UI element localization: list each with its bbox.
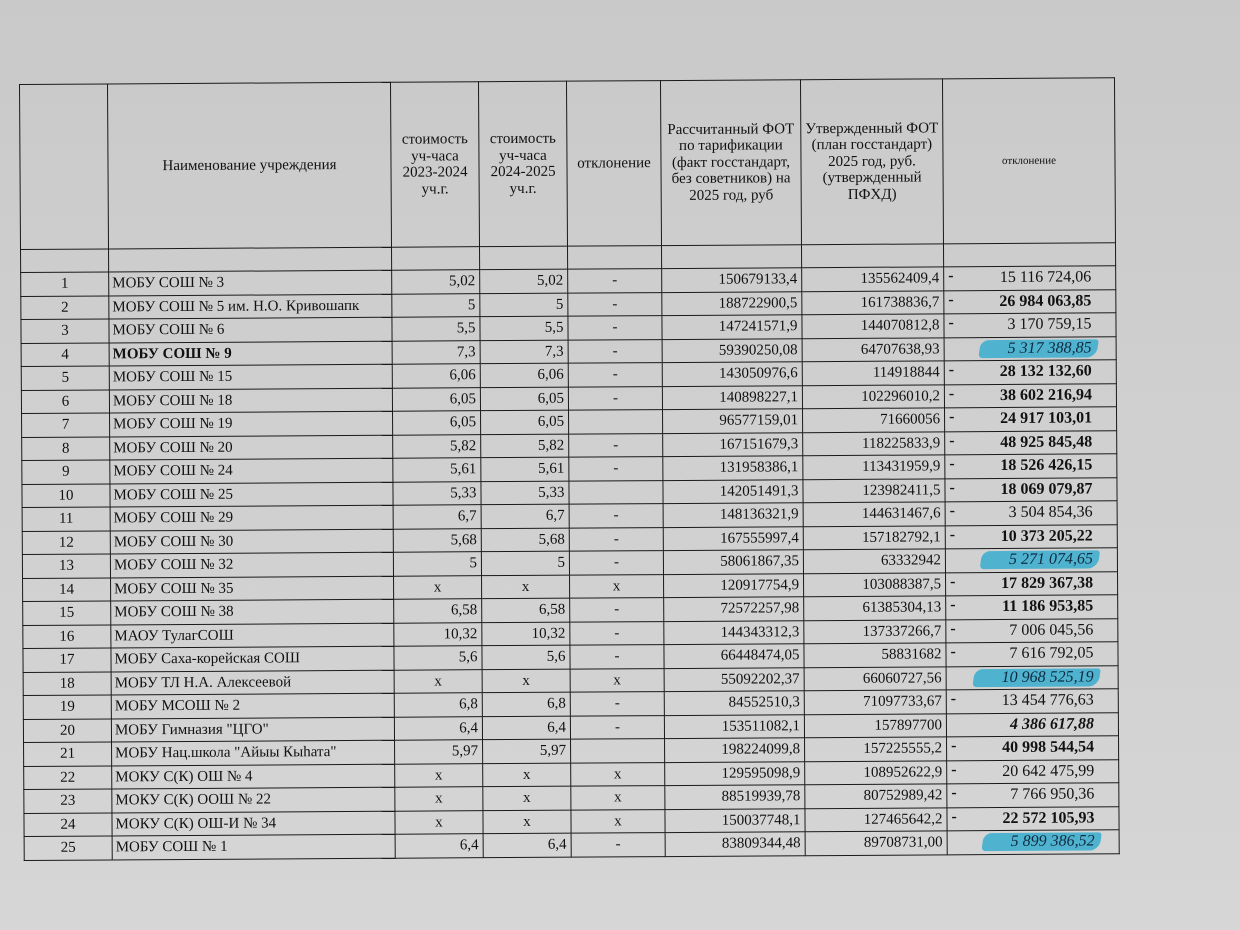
row-number: 14 [23, 577, 111, 601]
institution-name: МОКУ С(К) ОШ № 4 [112, 764, 395, 789]
cost-deviation: x [571, 786, 665, 810]
approved-fot: 144631467,6 [803, 502, 945, 526]
cost-2023-2024: 6,05 [392, 387, 480, 411]
cost-deviation: - [570, 715, 664, 739]
row-number: 5 [21, 366, 109, 390]
institution-name: МОБУ СОШ № 35 [111, 576, 394, 601]
minus-sign: - [949, 525, 956, 543]
highlighter-mark [978, 339, 1098, 357]
fot-deviation-value: 10 373 205,22 [1000, 527, 1093, 545]
approved-fot: 58831682 [804, 643, 946, 667]
fot-deviation-cell [946, 665, 1118, 690]
approved-fot: 66060727,56 [804, 666, 946, 690]
highlighter-mark [981, 833, 1101, 851]
cost-2024-2025: 5,5 [480, 316, 568, 340]
fot-deviation-value: 24 917 103,01 [1000, 409, 1093, 428]
cost-deviation: x [570, 574, 664, 598]
row-number: 2 [21, 295, 109, 319]
cost-deviation: - [569, 527, 663, 551]
row-number: 9 [22, 460, 110, 484]
cost-deviation: x [571, 809, 665, 833]
calculated-fot: 143050976,6 [662, 362, 802, 386]
institution-name: МОБУ СОШ № 3 [109, 270, 392, 295]
row-number: 22 [24, 765, 112, 789]
fot-deviation-cell [946, 571, 1118, 596]
cost-2024-2025: 6,06 [480, 363, 568, 387]
cost-2023-2024: 6,06 [392, 364, 480, 388]
cost-2023-2024: x [395, 763, 483, 787]
minus-sign: - [948, 267, 954, 285]
approved-fot: 118225833,9 [803, 431, 945, 455]
minus-sign: - [948, 361, 955, 379]
cost-2024-2025: x [483, 786, 571, 810]
row-number: 18 [23, 671, 111, 695]
institution-name: МОКУ С(К) ООШ № 22 [112, 787, 395, 812]
fot-deviation-cell [944, 383, 1116, 408]
calculated-fot: 88519939,78 [665, 785, 805, 809]
institution-name: МАОУ ТулагСОШ [111, 623, 394, 648]
fot-deviation-cell [945, 548, 1117, 573]
calculated-fot: 96577159,01 [663, 409, 803, 433]
highlighter-mark [980, 551, 1100, 569]
cost-deviation [571, 739, 665, 763]
institution-name: МОБУ Нац.школа "Айыы Кыhата" [112, 740, 395, 765]
fot-deviation-value: 3 504 854,36 [1008, 503, 1093, 522]
cost-2024-2025: 6,8 [482, 692, 570, 716]
approved-fot: 71097733,67 [804, 690, 946, 714]
header-cost-2024: стоимость уч-часа 2024-2025 уч.г. [478, 81, 567, 247]
approved-fot: 137337266,7 [804, 619, 946, 643]
cost-2024-2025: 5,02 [480, 269, 568, 293]
approved-fot: 63332942 [803, 549, 945, 573]
fot-deviation-value: 13 454 776,63 [1001, 691, 1094, 710]
cost-2023-2024: 5,61 [393, 458, 481, 482]
cost-2023-2024: 6,58 [394, 599, 482, 623]
fot-deviation-cell [947, 783, 1119, 808]
cost-deviation: - [569, 551, 663, 575]
minus-sign: - [951, 737, 957, 755]
row-number: 23 [24, 789, 112, 813]
cost-2023-2024: 5,97 [395, 740, 483, 764]
fot-deviation-cell [946, 689, 1118, 714]
calculated-fot: 198224099,8 [665, 738, 805, 762]
cost-deviation [569, 480, 663, 504]
approved-fot: 157182792,1 [803, 525, 945, 549]
row-number: 10 [22, 483, 110, 507]
institution-name: МОБУ СОШ № 32 [110, 552, 393, 577]
fot-deviation-cell [944, 336, 1116, 361]
calculated-fot: 148136321,9 [663, 503, 803, 527]
fot-deviation-cell [945, 430, 1117, 455]
fot-deviation-value: 48 925 845,48 [1000, 433, 1093, 451]
cost-2023-2024: 5 [393, 552, 481, 576]
cost-2023-2024: x [395, 810, 483, 834]
minus-sign: - [950, 619, 956, 637]
calculated-fot: 147241571,9 [662, 315, 802, 339]
cost-deviation: - [570, 598, 664, 622]
cost-2023-2024: 5,82 [393, 434, 481, 458]
approved-fot: 161738836,7 [802, 290, 944, 314]
row-number: 13 [22, 554, 110, 578]
institution-name: МОБУ Саха-корейская СОШ [111, 646, 394, 671]
fot-deviation-value: 7 006 045,56 [1009, 621, 1094, 639]
cost-2024-2025: 5,61 [481, 457, 569, 481]
institution-name: МОБУ СОШ № 30 [110, 529, 393, 554]
cost-deviation: - [568, 363, 662, 387]
fot-deviation-cell [945, 454, 1117, 479]
cost-2024-2025: 5,82 [481, 434, 569, 458]
calculated-fot: 144343312,3 [664, 620, 804, 644]
fot-deviation-value: 11 186 953,85 [1002, 597, 1094, 616]
cost-2023-2024: 6,8 [394, 693, 482, 717]
cost-deviation: - [570, 692, 664, 716]
institution-name: МОБУ СОШ № 5 им. Н.О. Кривошапк [109, 294, 392, 319]
cost-deviation: - [568, 269, 662, 293]
cost-2024-2025: 10,32 [482, 622, 570, 646]
empty-cell [392, 247, 480, 271]
cost-deviation: - [568, 339, 662, 363]
empty-cell [801, 244, 943, 268]
minus-sign: - [951, 760, 957, 778]
cost-deviation: - [570, 621, 664, 645]
cost-deviation: - [568, 316, 662, 340]
cost-2023-2024: 5,68 [393, 528, 481, 552]
cost-2023-2024: x [394, 669, 482, 693]
calculated-fot: 131958386,1 [663, 456, 803, 480]
institution-name: МОБУ СОШ № 38 [111, 599, 394, 624]
row-number: 15 [23, 601, 111, 625]
institution-name: МОБУ МСОШ № 2 [111, 693, 394, 718]
calculated-fot: 72572257,98 [664, 597, 804, 621]
institution-name: МОКУ С(К) ОШ-И № 34 [112, 811, 395, 836]
institution-name: МОБУ Гимназия "ЦГО" [111, 717, 394, 742]
fot-deviation-value: 22 572 105,93 [1002, 809, 1095, 827]
header-row [20, 78, 1116, 250]
cost-2023-2024: 5,33 [393, 481, 481, 505]
fot-deviation-value: 28 132 132,60 [999, 362, 1092, 381]
row-number: 19 [23, 695, 111, 719]
fot-deviation-value: 5 271 074,65 [1008, 550, 1093, 569]
cost-2024-2025: x [482, 669, 570, 693]
fot-deviation-value: 18 069 079,87 [1000, 480, 1093, 498]
fot-deviation-value: 20 642 475,99 [1002, 762, 1095, 780]
highlighter-mark [972, 668, 1100, 686]
approved-fot: 108952622,9 [805, 760, 947, 784]
header-deviation: отклонение [566, 81, 661, 247]
cost-2024-2025: 5,6 [482, 645, 570, 669]
minus-sign: - [950, 572, 956, 590]
approved-fot: 80752989,42 [805, 784, 947, 808]
cost-2023-2024: 6,4 [394, 716, 482, 740]
header-deviation-rub: отклонение [942, 78, 1115, 244]
fot-deviation-value: 5 899 386,52 [1010, 832, 1095, 851]
empty-cell [21, 249, 109, 273]
fot-deviation-value: 4 386 617,88 [1009, 715, 1094, 733]
calculated-fot: 120917754,9 [664, 573, 804, 597]
minus-sign: - [951, 784, 957, 802]
cost-2023-2024: 7,3 [392, 340, 480, 364]
fot-deviation-cell [944, 313, 1116, 338]
cost-2023-2024: 5,02 [392, 270, 480, 294]
cost-2024-2025: 5,68 [481, 528, 569, 552]
minus-sign: - [948, 408, 955, 426]
institution-name: МОБУ СОШ № 24 [110, 458, 393, 483]
approved-fot: 123982411,5 [803, 478, 945, 502]
cost-2023-2024: 5,6 [394, 646, 482, 670]
cost-deviation: - [568, 386, 662, 410]
approved-fot: 89708731,00 [805, 831, 947, 855]
empty-cell [943, 243, 1115, 267]
minus-sign: - [950, 643, 956, 661]
cost-deviation: - [571, 833, 665, 857]
approved-fot: 157225555,2 [805, 737, 947, 761]
minus-sign: - [948, 384, 955, 402]
fot-deviation-cell [945, 524, 1117, 549]
calculated-fot: 58061867,35 [663, 550, 803, 574]
cost-2024-2025: 6,4 [483, 833, 571, 857]
row-number: 20 [23, 718, 111, 742]
approved-fot: 113431959,9 [803, 455, 945, 479]
cost-deviation [569, 410, 663, 434]
fot-deviation-cell [946, 618, 1118, 643]
fot-deviation-value: 26 984 063,85 [999, 292, 1092, 310]
fot-deviation-value: 38 602 216,94 [999, 386, 1092, 404]
minus-sign: - [950, 690, 957, 708]
empty-cell [109, 247, 392, 272]
calculated-fot: 150037748,1 [665, 808, 805, 832]
fot-deviation-cell [947, 736, 1119, 761]
institution-name: МОБУ СОШ № 18 [109, 388, 392, 413]
cost-2024-2025: 6,4 [482, 716, 570, 740]
calculated-fot: 142051491,3 [663, 479, 803, 503]
fot-deviation-cell [944, 407, 1116, 432]
cost-2023-2024: 6,7 [393, 505, 481, 529]
minus-sign: - [948, 290, 954, 308]
fot-deviation-cell [945, 477, 1117, 502]
institution-name: МОБУ СОШ № 9 [109, 341, 392, 366]
institution-name: МОБУ СОШ № 25 [110, 482, 393, 507]
fot-deviation-cell [944, 266, 1116, 291]
calculated-fot: 150679133,4 [662, 268, 802, 292]
institution-name: МОБУ СОШ № 1 [112, 834, 395, 859]
row-number: 12 [22, 530, 110, 554]
row-number: 25 [24, 836, 112, 860]
row-number: 4 [21, 342, 109, 366]
minus-sign: - [950, 596, 956, 614]
cost-2024-2025: x [483, 810, 571, 834]
cost-2024-2025: 7,3 [480, 340, 568, 364]
cost-2024-2025: 6,7 [481, 504, 569, 528]
institution-name: МОБУ СОШ № 20 [110, 435, 393, 460]
row-number: 1 [21, 272, 109, 296]
approved-fot: 61385304,13 [804, 596, 946, 620]
cost-deviation: - [569, 457, 663, 481]
cost-2023-2024: 10,32 [394, 622, 482, 646]
row-number: 21 [24, 742, 112, 766]
fot-deviation-value: 18 526 426,15 [1000, 456, 1093, 475]
cost-deviation: - [569, 433, 663, 457]
cost-deviation: x [570, 668, 664, 692]
fot-deviation-cell [946, 595, 1118, 620]
payroll-table [19, 77, 1120, 860]
row-number: 6 [21, 389, 109, 413]
fot-deviation-cell [947, 759, 1119, 784]
minus-sign: - [949, 431, 955, 449]
fot-deviation-value: 17 829 367,38 [1001, 574, 1094, 592]
cost-2024-2025: x [483, 763, 571, 787]
cost-2024-2025: x [482, 575, 570, 599]
cost-2024-2025: 5 [480, 293, 568, 317]
approved-fot: 135562409,4 [802, 267, 944, 291]
cost-2024-2025: 5 [481, 551, 569, 575]
fot-deviation-cell [945, 501, 1117, 526]
approved-fot: 114918844 [802, 361, 944, 385]
fot-deviation-value: 40 998 544,54 [1002, 738, 1095, 757]
fot-deviation-value: 7 616 792,05 [1009, 644, 1094, 663]
row-number: 16 [23, 624, 111, 648]
row-number: 8 [22, 436, 110, 460]
institution-name: МОБУ СОШ № 19 [110, 411, 393, 436]
calculated-fot: 153511082,1 [664, 714, 804, 738]
cost-2024-2025: 6,58 [482, 598, 570, 622]
calculated-fot: 188722900,5 [662, 291, 802, 315]
cost-2023-2024: x [395, 787, 483, 811]
minus-sign: - [949, 478, 955, 496]
fot-deviation-cell [944, 289, 1116, 314]
calculated-fot: 167555997,4 [663, 526, 803, 550]
row-number: 24 [24, 812, 112, 836]
fot-deviation-cell [946, 712, 1118, 737]
cost-2024-2025: 5,97 [483, 739, 571, 763]
fot-deviation-value: 5 317 388,85 [1007, 339, 1092, 357]
cost-deviation: - [569, 504, 663, 528]
fot-deviation-cell [947, 830, 1119, 855]
calculated-fot: 59390250,08 [662, 338, 802, 362]
approved-fot: 71660056 [802, 408, 944, 432]
cost-2023-2024: 5 [392, 293, 480, 317]
row-number: 17 [23, 648, 111, 672]
empty-cell [480, 246, 568, 270]
row-number: 7 [22, 413, 110, 437]
fot-deviation-value: 15 116 724,06 [999, 268, 1092, 287]
fot-deviation-cell [944, 360, 1116, 385]
cost-2023-2024: x [394, 575, 482, 599]
cost-2024-2025: 6,05 [480, 387, 568, 411]
approved-fot: 157897700 [804, 713, 946, 737]
calculated-fot: 129595098,9 [665, 761, 805, 785]
calculated-fot: 167151679,3 [663, 432, 803, 456]
fot-deviation-cell [947, 806, 1119, 831]
header-cost-2023: стоимость уч-часа 2023-2024 уч.г. [390, 82, 479, 248]
minus-sign: - [949, 502, 956, 520]
document-sheet [19, 84, 1114, 861]
cost-2023-2024: 6,05 [393, 411, 481, 435]
cost-2024-2025: 5,33 [481, 481, 569, 505]
empty-cell [568, 246, 662, 270]
approved-fot: 127465642,2 [805, 807, 947, 831]
cost-2023-2024: 6,4 [395, 834, 483, 858]
fot-deviation-value: 3 170 759,15 [1007, 315, 1092, 334]
cost-deviation: - [568, 292, 662, 316]
fot-deviation-value: 7 766 950,36 [1010, 785, 1095, 804]
minus-sign: - [949, 455, 955, 473]
calculated-fot: 55092202,37 [664, 667, 804, 691]
header-num [20, 84, 109, 250]
cost-deviation: x [571, 762, 665, 786]
cost-deviation: - [570, 645, 664, 669]
calculated-fot: 66448474,05 [664, 644, 804, 668]
header-calc-fot: Рассчитанный ФОТ по тарификации (факт госстандарт, без советников) на 2025 год, руб [660, 80, 801, 246]
calculated-fot: 83809344,48 [665, 832, 805, 856]
calculated-fot: 140898227,1 [662, 385, 802, 409]
cost-2023-2024: 5,5 [392, 317, 480, 341]
fot-deviation-value: 10 968 525,19 [1001, 668, 1094, 686]
approved-fot: 102296010,2 [802, 384, 944, 408]
header-approved-fot: Утвержденный ФОТ (план госстандарт) 2025 год, руб. (утвержденный ПФХД) [800, 79, 943, 245]
empty-cell [661, 245, 801, 269]
approved-fot: 144070812,8 [802, 314, 944, 338]
calculated-fot: 84552510,3 [664, 691, 804, 715]
approved-fot: 103088387,5 [804, 572, 946, 596]
minus-sign: - [951, 807, 957, 825]
approved-fot: 64707638,93 [802, 337, 944, 361]
cost-2024-2025: 6,05 [481, 410, 569, 434]
row-number: 11 [22, 507, 110, 531]
row-number: 3 [21, 319, 109, 343]
minus-sign: - [948, 314, 954, 332]
institution-name: МОБУ СОШ № 6 [109, 317, 392, 342]
institution-name: МОБУ СОШ № 29 [110, 505, 393, 530]
fot-deviation-cell [946, 642, 1118, 667]
institution-name: МОБУ ТЛ Н.А. Алексеевой [111, 670, 394, 695]
header-name: Наименование учреждения [108, 82, 392, 249]
institution-name: МОБУ СОШ № 15 [109, 364, 392, 389]
